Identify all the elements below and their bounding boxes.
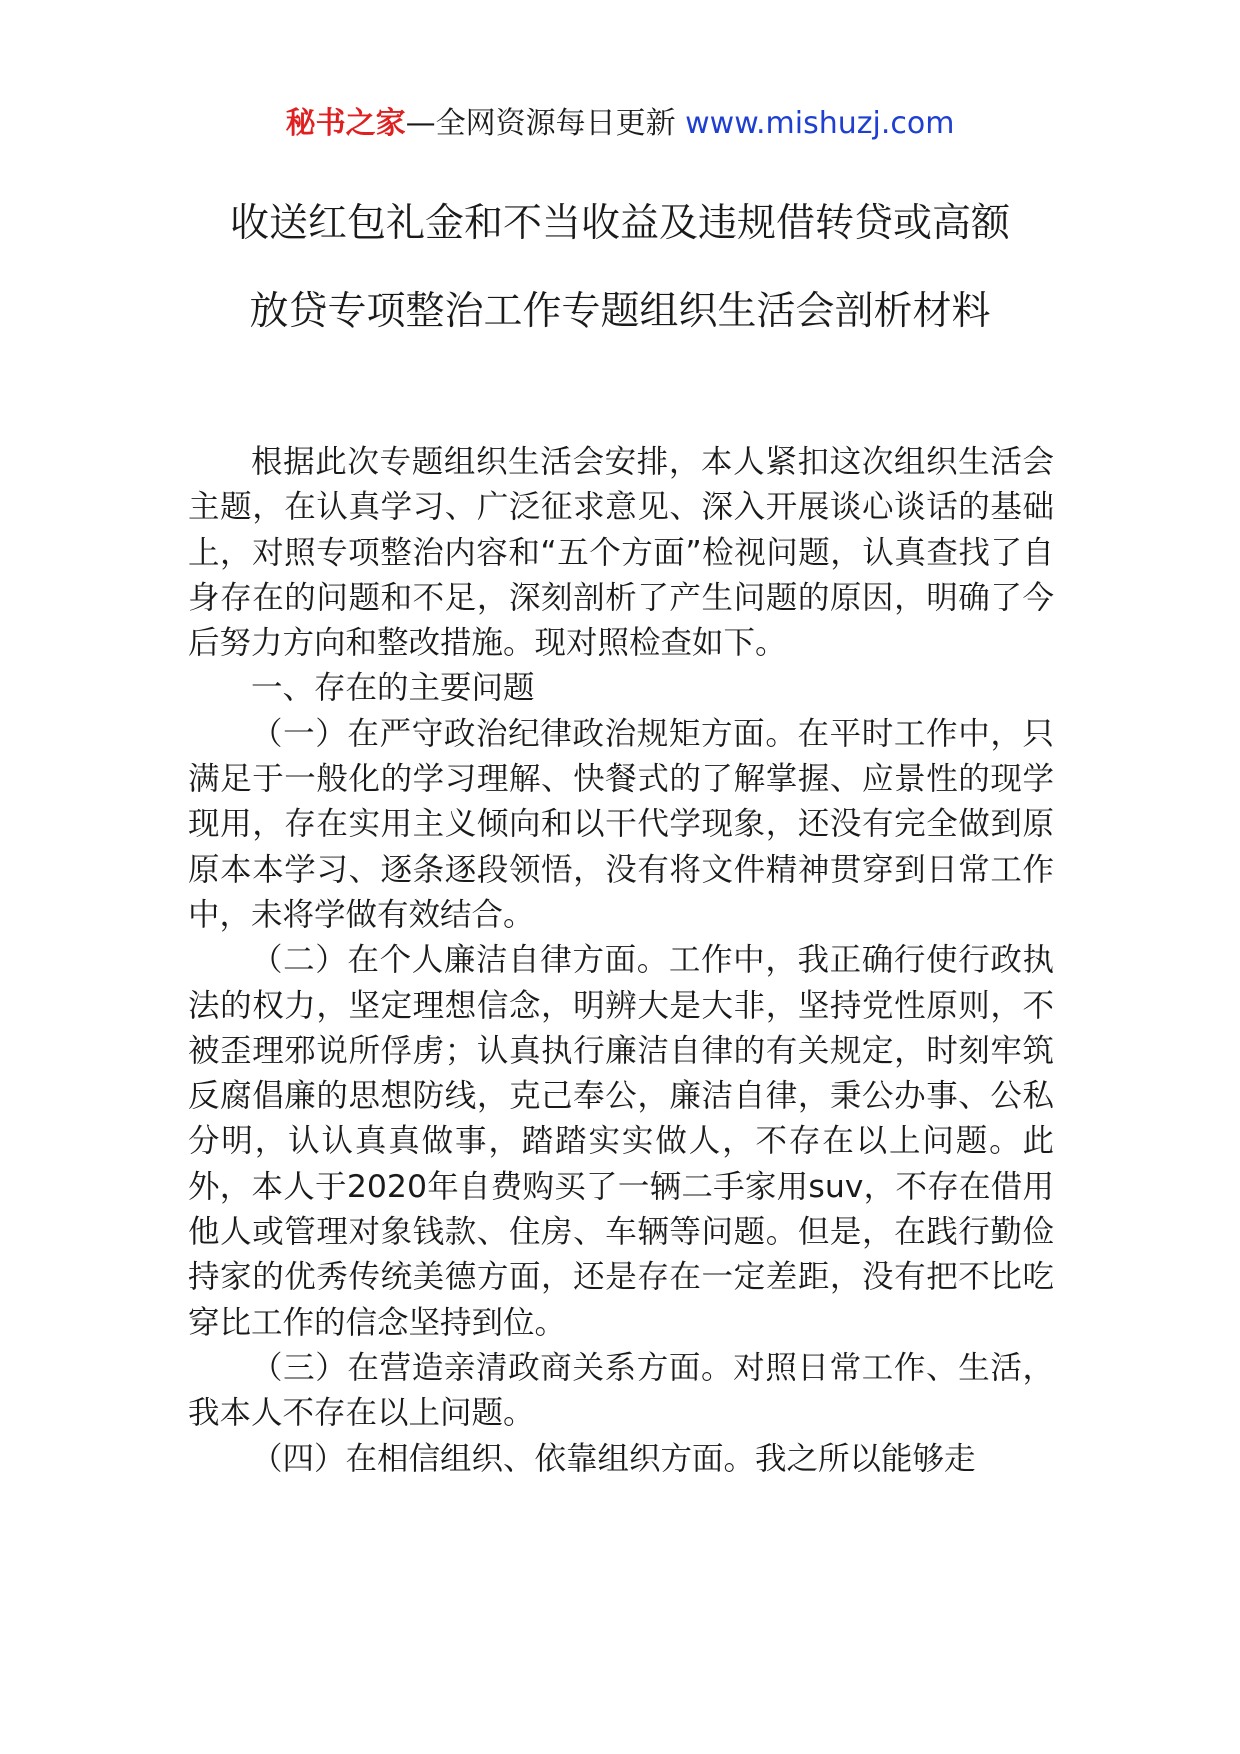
- site-header: [0, 100, 1240, 148]
- paragraph-intro: 根据此次专题组织生活会安排，本人紧扣这次组织生活会主题，在认真学习、广泛征求意见、深入开展谈心谈话的基础上，对照专项整治内容和“五个方面”检视问题，认真查找了自身存在的问题和不足，深刻剖析了产生问题的原因，明确了今后努力方向和整改措施。现对照检查如下。: [188, 444, 1054, 662]
- section-heading: 一、存在的主要问题: [251, 670, 535, 707]
- paragraph-item-3: （三）在营造亲清政商关系方面。对照日常工作、生活，我本人不存在以上问题。: [188, 1349, 1054, 1432]
- paragraph-item-1: （一）在严守政治纪律政治规矩方面。在平时工作中，只满足于一般化的学习理解、快餐式的了解掌握、应景性的现学现用，存在实用主义倾向和以干代学现象，还没有完全做到原原本本学习、逐条逐段领悟，没有将文件精神贯穿到日常工作中，未将学做有效结合。: [188, 715, 1054, 933]
- paragraph-item-4: （四）在相信组织、依靠组织方面。我之所以能够走: [251, 1440, 976, 1477]
- title-line-1: 收送红包礼金和不当收益及违规借转贷或高额: [229, 201, 1010, 246]
- brand-name: 秘书之家: [285, 106, 406, 141]
- header-tagline: —全网资源每日更新: [405, 106, 686, 141]
- site-url[interactable]: www.mishuzj.com: [685, 106, 955, 141]
- title-line-2: 放贷专项整治工作专题组织生活会剖析材料: [249, 289, 991, 334]
- document-body: [188, 440, 1054, 1482]
- paragraph-item-2: （二）在个人廉洁自律方面。工作中，我正确行使行政执法的权力，坚定理想信念，明辨大是大非，坚持党性原则，不被歪理邪说所俘虏；认真执行廉洁自律的有关规定，时刻牢筑反腐倡廉的思想防线，克己奉公，廉洁自律，秉公办事、公私分明，认认真真做事，踏踏实实做人，不存在以上问题。此外，本人于2020年自费购买了一辆二手家用suv，不存在借用他人或管理对象钱款、住房、车辆等问题。但是，在践行勤俭持家的优秀传统美德方面，还是存在一定差距，没有把不比吃穿比工作的信念坚持到位。: [188, 942, 1054, 1341]
- document-title: [0, 180, 1240, 356]
